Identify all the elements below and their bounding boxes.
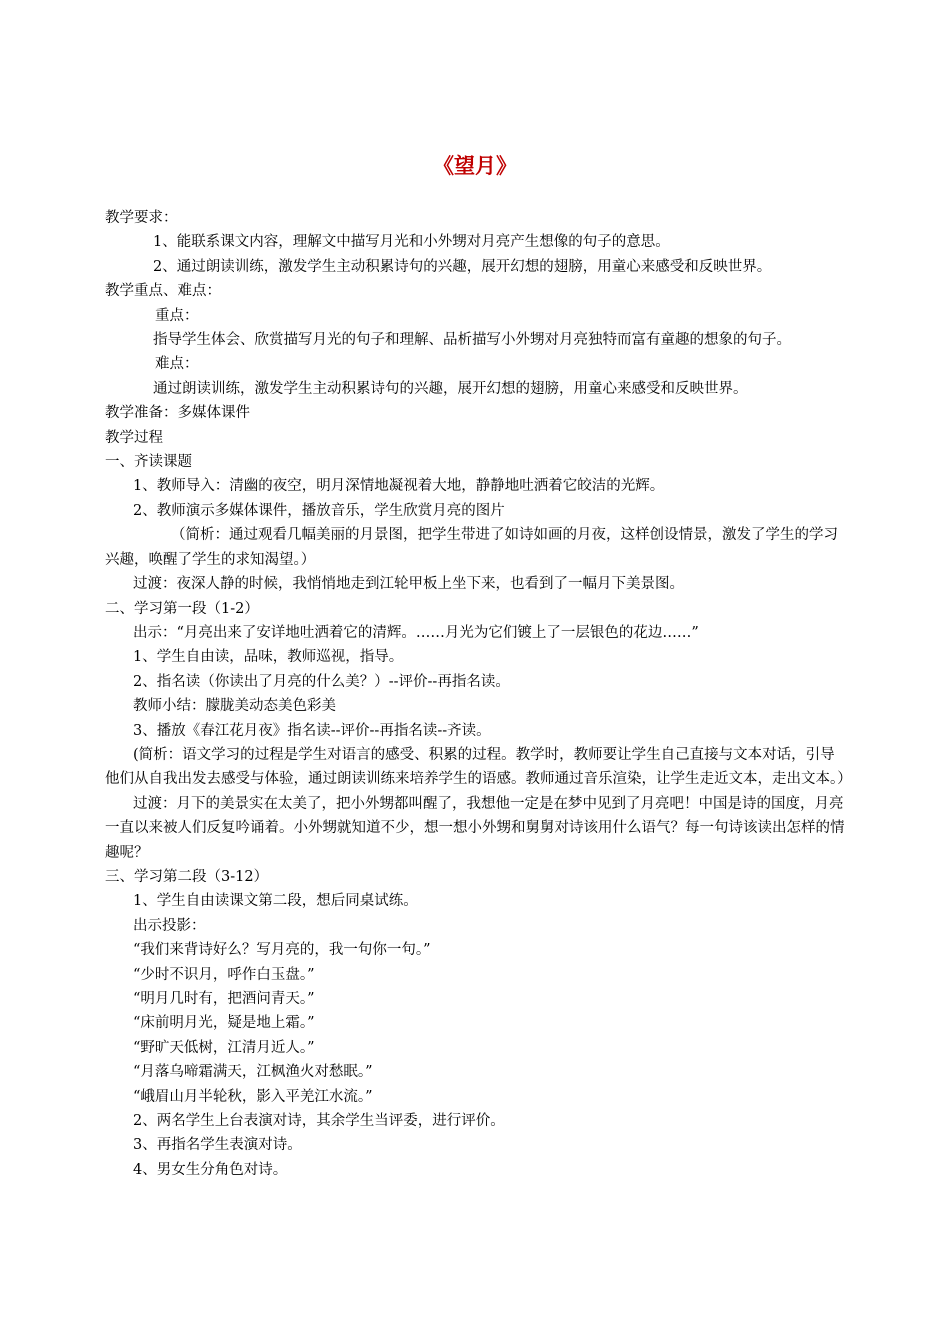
poem-line: “床前明月光，疑是地上霜。”: [133, 1015, 315, 1032]
subheading-difficulty: 难点：: [155, 356, 199, 373]
part-1-heading: 一、齐读课题: [105, 454, 192, 471]
poem-line: “野旷天低树，江清月近人。”: [133, 1039, 315, 1056]
requirement-item-2: 2、通过朗读训练，激发学生主动积累诗句的兴趣，展开幻想的翅膀，用童心来感受和反映世界。: [153, 258, 772, 275]
section-heading-key-points: 教学重点、难点：: [105, 283, 221, 300]
part-1-transition: 过渡：夜深人静的时候，我悄悄地走到江轮甲板上坐下来，也看到了一幅月下美景图。: [133, 576, 684, 593]
part-2-summary: 教师小结：朦胧美动态美色彩美: [133, 698, 336, 715]
poem-line: “明月几时有，把酒问青天。”: [133, 991, 315, 1007]
part-3-projection-label: 出示投影：: [133, 917, 206, 934]
part-3-step-1: 1、学生自由读课文第二段，想后同桌试练。: [133, 893, 418, 910]
part-1-analysis: （简析：通过观看几幅美丽的月景图，把学生带进了如诗如画的月夜，这样创设情景，激发了学生的学习兴趣，唤醒了学生的求知渴望。）: [105, 527, 838, 568]
preparation-line: 教学准备：多媒体课件: [105, 405, 250, 422]
part-2-step-1: 1、学生自由读，品味，教师巡视，指导。: [133, 649, 404, 666]
key-point-text: 指导学生体会、欣赏描写月光的句子和理解、品析描写小外甥对月亮独特而富有童趣的想象的句子。: [153, 332, 791, 349]
document-body: [105, 206, 852, 1182]
part-1-step-1: 1、教师导入：清幽的夜空，明月深情地凝视着大地，静静地吐洒着它皎洁的光辉。: [133, 478, 665, 495]
part-3-step-2: 2、两名学生上台表演对诗，其余学生当评委，进行评价。: [133, 1113, 505, 1130]
part-2-display: 出示：“月亮出来了安详地吐洒着它的清辉。……月光为它们镀上了一层银色的花边……”: [133, 624, 699, 641]
section-heading-process: 教学过程: [105, 429, 163, 446]
part-2-heading: 二、学习第一段（1-2）: [105, 600, 259, 617]
part-3-step-3: 3、再指名学生表演对诗。: [133, 1137, 302, 1154]
poem-line: “峨眉山月半轮秋，影入平羌江水流。”: [133, 1088, 373, 1105]
poem-line: “月落乌啼霜满天，江枫渔火对愁眠。”: [133, 1064, 373, 1081]
difficulty-text: 通过朗读训练，激发学生主动积累诗句的兴趣，展开幻想的翅膀，用童心来感受和反映世界。: [153, 380, 748, 397]
part-2-step-2: 2、指名读（你读出了月亮的什么美？）--评价--再指名读。: [133, 673, 510, 690]
part-2-analysis: (简析：语文学习的过程是学生对语言的感受、积累的过程。教学时，教师要让学生自己直接与文本对话，引导他们从自我出发去感受与体验，通过朗读训练来培养学生的语感。教师通过音乐渲染，让学生走近文本，走出文本。）: [105, 746, 852, 788]
part-3-heading: 三、学习第二段（3-12）: [105, 868, 269, 885]
document-title: 《望月》: [433, 154, 517, 178]
part-2-step-3: 3、播放《春江花月夜》指名读--评价--再指名读--齐读。: [133, 722, 491, 739]
poem-line: “少时不识月，呼作白玉盘。”: [133, 966, 315, 983]
subheading-key-point: 重点：: [155, 307, 199, 324]
poem-line: “我们来背诗好么？写月亮的，我一句你一句。”: [133, 942, 431, 959]
section-heading-requirements: 教学要求：: [105, 210, 178, 226]
part-1-step-2: 2、教师演示多媒体课件，播放音乐，学生欣赏月亮的图片: [133, 502, 505, 519]
part-3-step-4: 4、男女生分角色对诗。: [133, 1161, 288, 1178]
part-2-transition: 过渡：月下的美景实在太美了，把小外甥都叫醒了，我想他一定是在梦中见到了月亮吧！中国是诗的国度，月亮一直以来被人们反复吟诵着。小外甥就知道不少，想一想小外甥和舅舅对诗该用什么语气？每一句诗该读出怎样的情趣呢？: [105, 795, 845, 861]
requirement-item-1: 1、能联系课文内容，理解文中描写月光和小外甥对月亮产生想像的句子的意思。: [153, 234, 670, 251]
